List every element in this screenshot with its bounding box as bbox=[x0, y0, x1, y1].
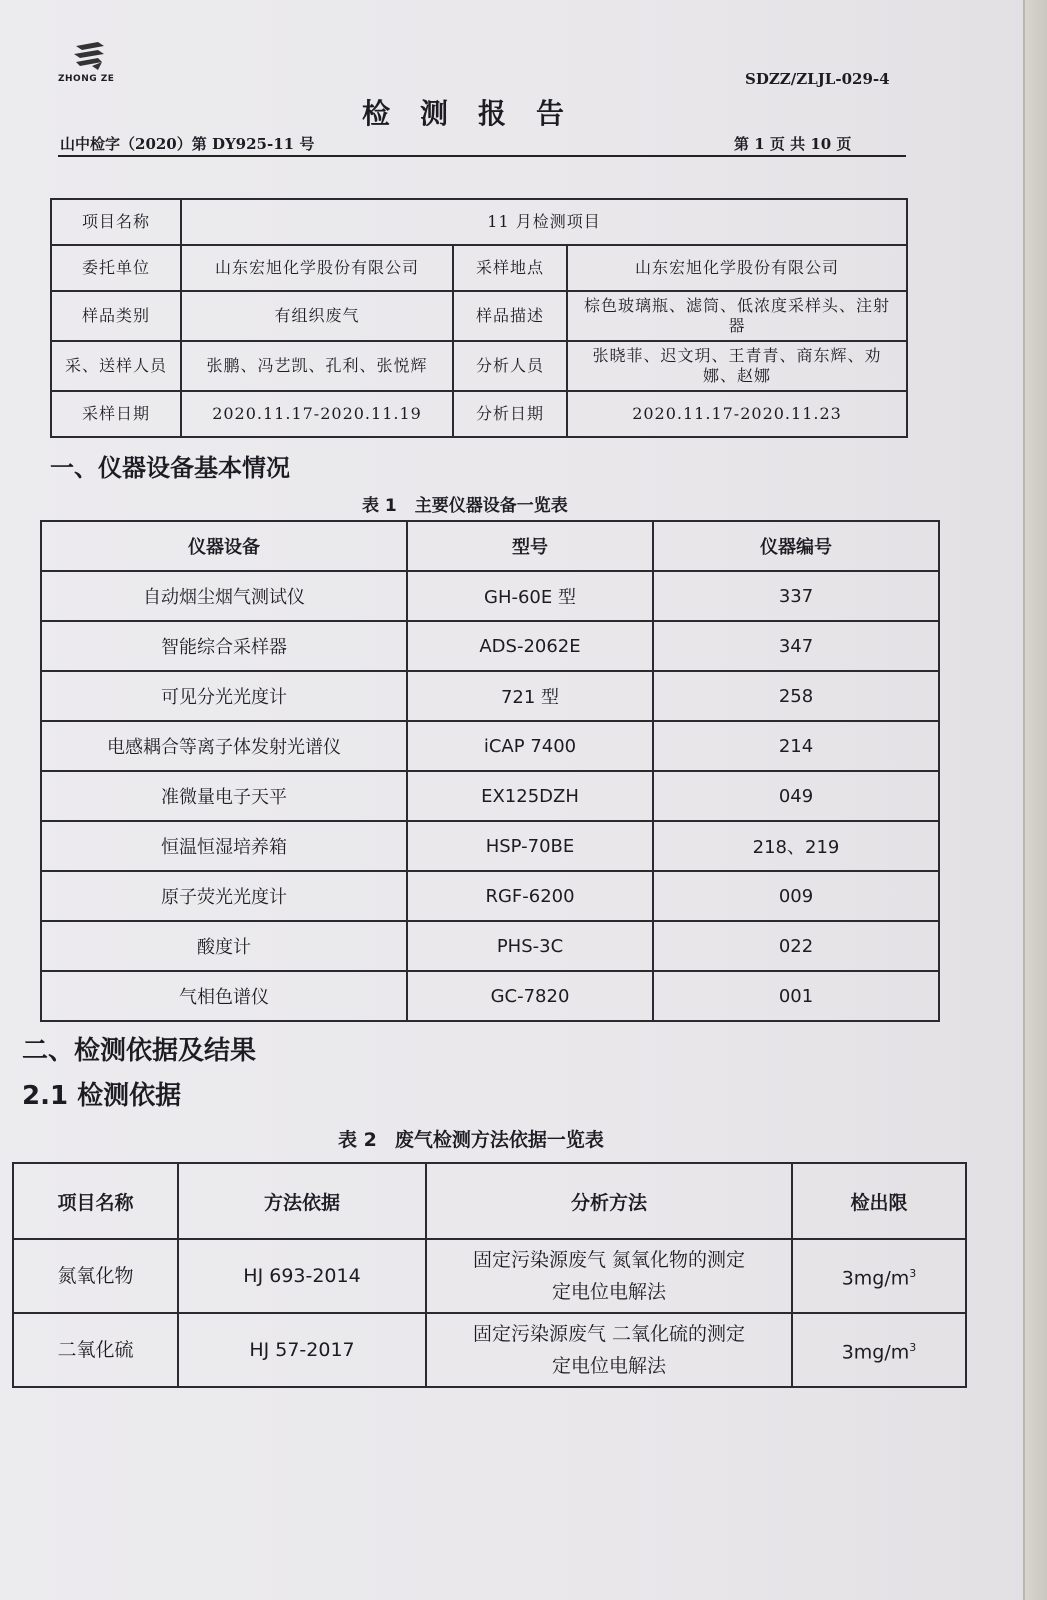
equipment-name: 可见分光光度计 bbox=[41, 671, 407, 721]
table-row bbox=[41, 921, 939, 971]
equipment-model: EX125DZH bbox=[407, 771, 653, 821]
detection-limit bbox=[792, 1239, 966, 1313]
equipment-model: HSP-70BE bbox=[407, 821, 653, 871]
table2-caption-number: 表 2 bbox=[338, 1129, 377, 1151]
equipment-model: GH-60E 型 bbox=[407, 571, 653, 621]
method-table-body bbox=[13, 1239, 966, 1387]
equipment-id: 001 bbox=[653, 971, 939, 1021]
equipment-name: 智能综合采样器 bbox=[41, 621, 407, 671]
table-row bbox=[41, 821, 939, 871]
logo-text: ZHONG ZE bbox=[58, 74, 115, 84]
column-header: 型号 bbox=[407, 521, 653, 571]
column-header: 方法依据 bbox=[178, 1163, 426, 1239]
column-header: 仪器编号 bbox=[653, 521, 939, 571]
detection-limit-value: 3mg/m bbox=[841, 1267, 910, 1290]
report-info-table bbox=[50, 198, 908, 438]
equipment-id: 049 bbox=[653, 771, 939, 821]
detection-limit-exponent: 3 bbox=[909, 1340, 917, 1354]
method-standard: HJ 693-2014 bbox=[178, 1239, 426, 1313]
table-row bbox=[41, 621, 939, 671]
detection-limit-exponent: 3 bbox=[909, 1266, 917, 1280]
equipment-model: 721 型 bbox=[407, 671, 653, 721]
table1-caption-number: 表 1 bbox=[362, 496, 397, 516]
table-row bbox=[51, 341, 907, 391]
method-standard: HJ 57-2017 bbox=[178, 1313, 426, 1387]
sampling-site-value: 山东宏旭化学股份有限公司 bbox=[567, 245, 907, 291]
equipment-model: iCAP 7400 bbox=[407, 721, 653, 771]
equipment-table-body bbox=[41, 571, 939, 1021]
analysts-value: 张晓菲、迟文玥、王青青、商东辉、劝娜、赵娜 bbox=[567, 341, 907, 391]
equipment-model: GC-7820 bbox=[407, 971, 653, 1021]
table-row bbox=[41, 571, 939, 621]
equipment-id: 022 bbox=[653, 921, 939, 971]
samplers-value: 张鹏、冯艺凯、孔利、张悦辉 bbox=[181, 341, 453, 391]
detection-limit-value: 3mg/m bbox=[841, 1341, 910, 1364]
test-item: 二氧化硫 bbox=[13, 1313, 178, 1387]
table-row bbox=[41, 771, 939, 821]
subsection-heading-basis: 2.1 检测依据 bbox=[22, 1081, 182, 1111]
table-header-row bbox=[13, 1163, 966, 1239]
column-header: 仪器设备 bbox=[41, 521, 407, 571]
analysis-method-line2: 定电位电解法 bbox=[551, 1355, 666, 1377]
document-code: SDZZ/ZLJL-029-4 bbox=[745, 70, 890, 88]
sample-type-label: 样品类别 bbox=[51, 291, 181, 341]
equipment-model: RGF-6200 bbox=[407, 871, 653, 921]
section-heading-basis: 二、检测依据及结果 bbox=[22, 1036, 257, 1066]
test-item: 氮氧化物 bbox=[13, 1239, 178, 1313]
client-value: 山东宏旭化学股份有限公司 bbox=[181, 245, 453, 291]
table-row bbox=[51, 291, 907, 341]
equipment-name: 气相色谱仪 bbox=[41, 971, 407, 1021]
analysis-date-label: 分析日期 bbox=[453, 391, 567, 437]
table-row bbox=[51, 199, 907, 245]
equipment-name: 电感耦合等离子体发射光谱仪 bbox=[41, 721, 407, 771]
page-title: 检测报告 bbox=[362, 97, 595, 130]
equipment-id: 258 bbox=[653, 671, 939, 721]
analysis-method-line2: 定电位电解法 bbox=[551, 1281, 666, 1303]
equipment-model: ADS-2062E bbox=[407, 621, 653, 671]
project-name-label: 项目名称 bbox=[51, 199, 181, 245]
equipment-id: 337 bbox=[653, 571, 939, 621]
table-row bbox=[41, 721, 939, 771]
equipment-id: 009 bbox=[653, 871, 939, 921]
table-row bbox=[51, 245, 907, 291]
detection-limit bbox=[792, 1313, 966, 1387]
equipment-id: 347 bbox=[653, 621, 939, 671]
column-header: 项目名称 bbox=[13, 1163, 178, 1239]
table-header-row bbox=[41, 521, 939, 571]
column-header: 检出限 bbox=[792, 1163, 966, 1239]
sample-type-value: 有组织废气 bbox=[181, 291, 453, 341]
client-label: 委托单位 bbox=[51, 245, 181, 291]
sampling-date-value: 2020.11.17-2020.11.19 bbox=[181, 391, 453, 437]
project-name-value: 11 月检测项目 bbox=[181, 199, 907, 245]
column-header: 分析方法 bbox=[426, 1163, 792, 1239]
analysis-method bbox=[426, 1239, 792, 1313]
table-row bbox=[41, 971, 939, 1021]
equipment-name: 酸度计 bbox=[41, 921, 407, 971]
analysis-date-value: 2020.11.17-2020.11.23 bbox=[567, 391, 907, 437]
samplers-label: 采、送样人员 bbox=[51, 341, 181, 391]
equipment-name: 自动烟尘烟气测试仪 bbox=[41, 571, 407, 621]
equipment-table bbox=[40, 520, 940, 1022]
sampling-site-label: 采样地点 bbox=[453, 245, 567, 291]
table-row bbox=[13, 1239, 966, 1313]
page-edge bbox=[1023, 0, 1047, 1600]
equipment-model: PHS-3C bbox=[407, 921, 653, 971]
table2-caption bbox=[338, 1125, 604, 1152]
analysis-method-line1: 固定污染源废气 二氧化硫的测定 bbox=[472, 1323, 746, 1345]
table1-caption bbox=[362, 491, 568, 516]
table1-caption-text: 主要仪器设备一览表 bbox=[414, 496, 568, 516]
sample-desc-label: 样品描述 bbox=[453, 291, 567, 341]
analysis-method bbox=[426, 1313, 792, 1387]
report-number: 山中检字（2020）第 DY925-11 号 bbox=[60, 135, 315, 153]
equipment-id: 214 bbox=[653, 721, 939, 771]
sampling-date-label: 采样日期 bbox=[51, 391, 181, 437]
header-divider bbox=[58, 155, 906, 157]
company-logo bbox=[58, 40, 122, 92]
table-row bbox=[51, 391, 907, 437]
equipment-name: 原子荧光光度计 bbox=[41, 871, 407, 921]
analysis-method-line1: 固定污染源废气 氮氧化物的测定 bbox=[472, 1249, 746, 1271]
section-heading-equipment: 一、仪器设备基本情况 bbox=[50, 454, 290, 482]
sample-desc-value: 棕色玻璃瓶、滤筒、低浓度采样头、注射器 bbox=[567, 291, 907, 341]
table-row bbox=[13, 1313, 966, 1387]
table2-caption-text: 废气检测方法依据一览表 bbox=[394, 1129, 604, 1151]
method-table bbox=[12, 1162, 967, 1388]
page-indicator: 第 1 页 共 10 页 bbox=[734, 135, 852, 153]
table-row bbox=[41, 871, 939, 921]
equipment-name: 准微量电子天平 bbox=[41, 771, 407, 821]
table-row bbox=[41, 671, 939, 721]
equipment-id: 218、219 bbox=[653, 821, 939, 871]
equipment-name: 恒温恒湿培养箱 bbox=[41, 821, 407, 871]
analysts-label: 分析人员 bbox=[453, 341, 567, 391]
zhongze-logo-icon bbox=[68, 40, 112, 74]
